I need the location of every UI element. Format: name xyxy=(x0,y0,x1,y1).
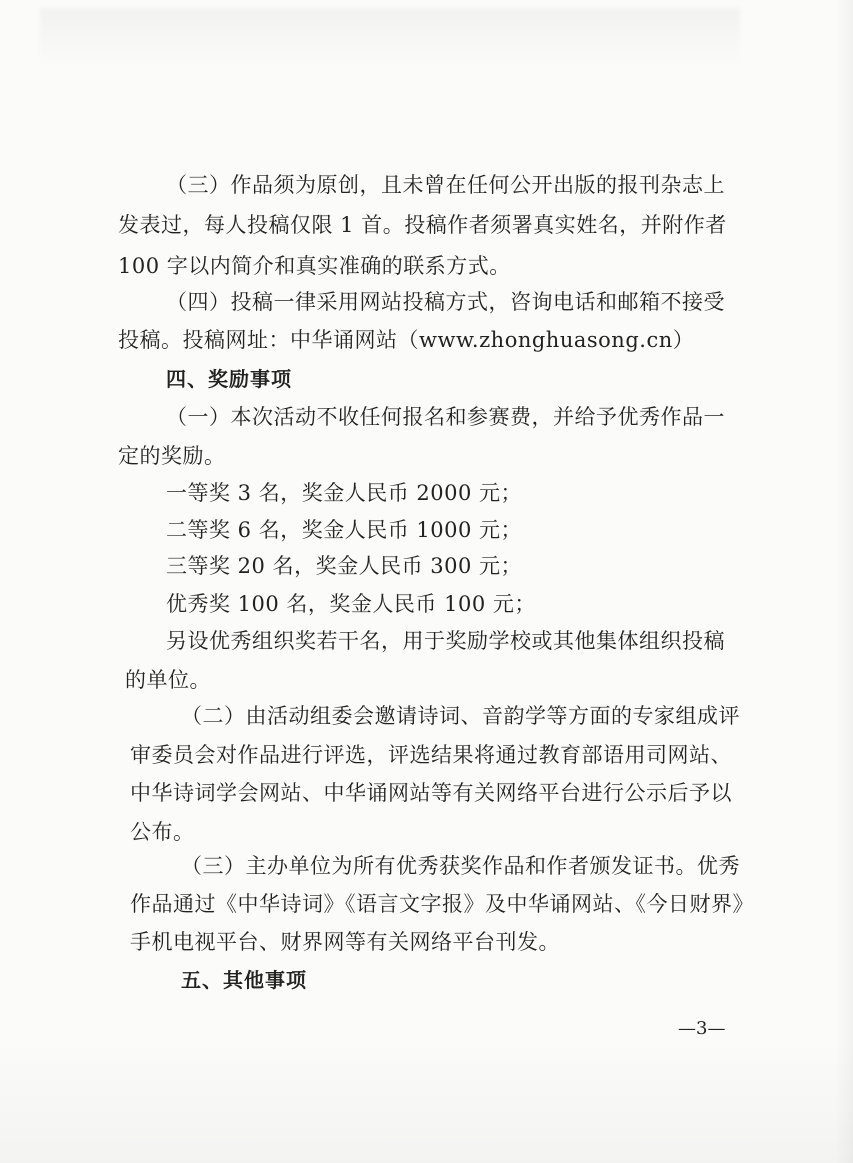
paragraph-line: 100 字以内简介和真实准确的联系方式。 xyxy=(118,254,511,278)
paragraph-line: （一）本次活动不收任何报名和参赛费，并给予优秀作品一 xyxy=(166,405,725,429)
paragraph-line: 投稿。投稿网址：中华诵网站（www.zhonghuasong.cn） xyxy=(118,328,695,352)
paragraph-line: 审委员会对作品进行评选，评选结果将通过教育部语用司网站、 xyxy=(130,743,732,767)
scan-shadow-top xyxy=(40,8,740,68)
scan-shadow-bottom xyxy=(0,1040,853,1163)
section-heading: 五、其他事项 xyxy=(181,968,307,992)
prize-line: 二等奖 6 名，奖金人民币 1000 元； xyxy=(166,518,523,542)
page-number: —3— xyxy=(678,1018,726,1039)
paragraph-line: 作品通过《中华诗词》《语言文字报》及中华诵网站、《今日财界》 xyxy=(130,892,754,916)
paragraph-line: 手机电视平台、财界网等有关网络平台刊发。 xyxy=(130,930,560,954)
paragraph-line: （三）作品须为原创，且未曾在任何公开出版的报刊杂志上 xyxy=(166,173,725,197)
paragraph-line: 的单位。 xyxy=(125,668,211,692)
paragraph-line: （二）由活动组委会邀请诗词、音韵学等方面的专家组成评 xyxy=(181,704,740,728)
prize-line: 优秀奖 100 名，奖金人民币 100 元； xyxy=(166,592,536,616)
section-heading: 四、奖励事项 xyxy=(166,367,292,391)
prize-line: 一等奖 3 名，奖金人民币 2000 元； xyxy=(166,481,523,505)
paragraph-line: 公布。 xyxy=(130,820,195,844)
paragraph-line: 发表过，每人投稿仅限 1 首。投稿作者须署真实姓名，并附作者 xyxy=(118,213,727,237)
scan-shadow-edge xyxy=(835,0,853,1163)
paragraph-line: 中华诗词学会网站、中华诵网站等有关网络平台进行公示后予以 xyxy=(130,781,732,805)
prize-line: 三等奖 20 名，奖金人民币 300 元； xyxy=(166,554,523,578)
paragraph-line: 定的奖励。 xyxy=(118,444,226,468)
paragraph-line: 另设优秀组织奖若干名，用于奖励学校或其他集体组织投稿 xyxy=(166,629,725,653)
paragraph-line: （三）主办单位为所有优秀获奖作品和作者颁发证书。优秀 xyxy=(181,854,740,878)
paragraph-line: （四）投稿一律采用网站投稿方式，咨询电话和邮箱不接受 xyxy=(166,290,725,314)
